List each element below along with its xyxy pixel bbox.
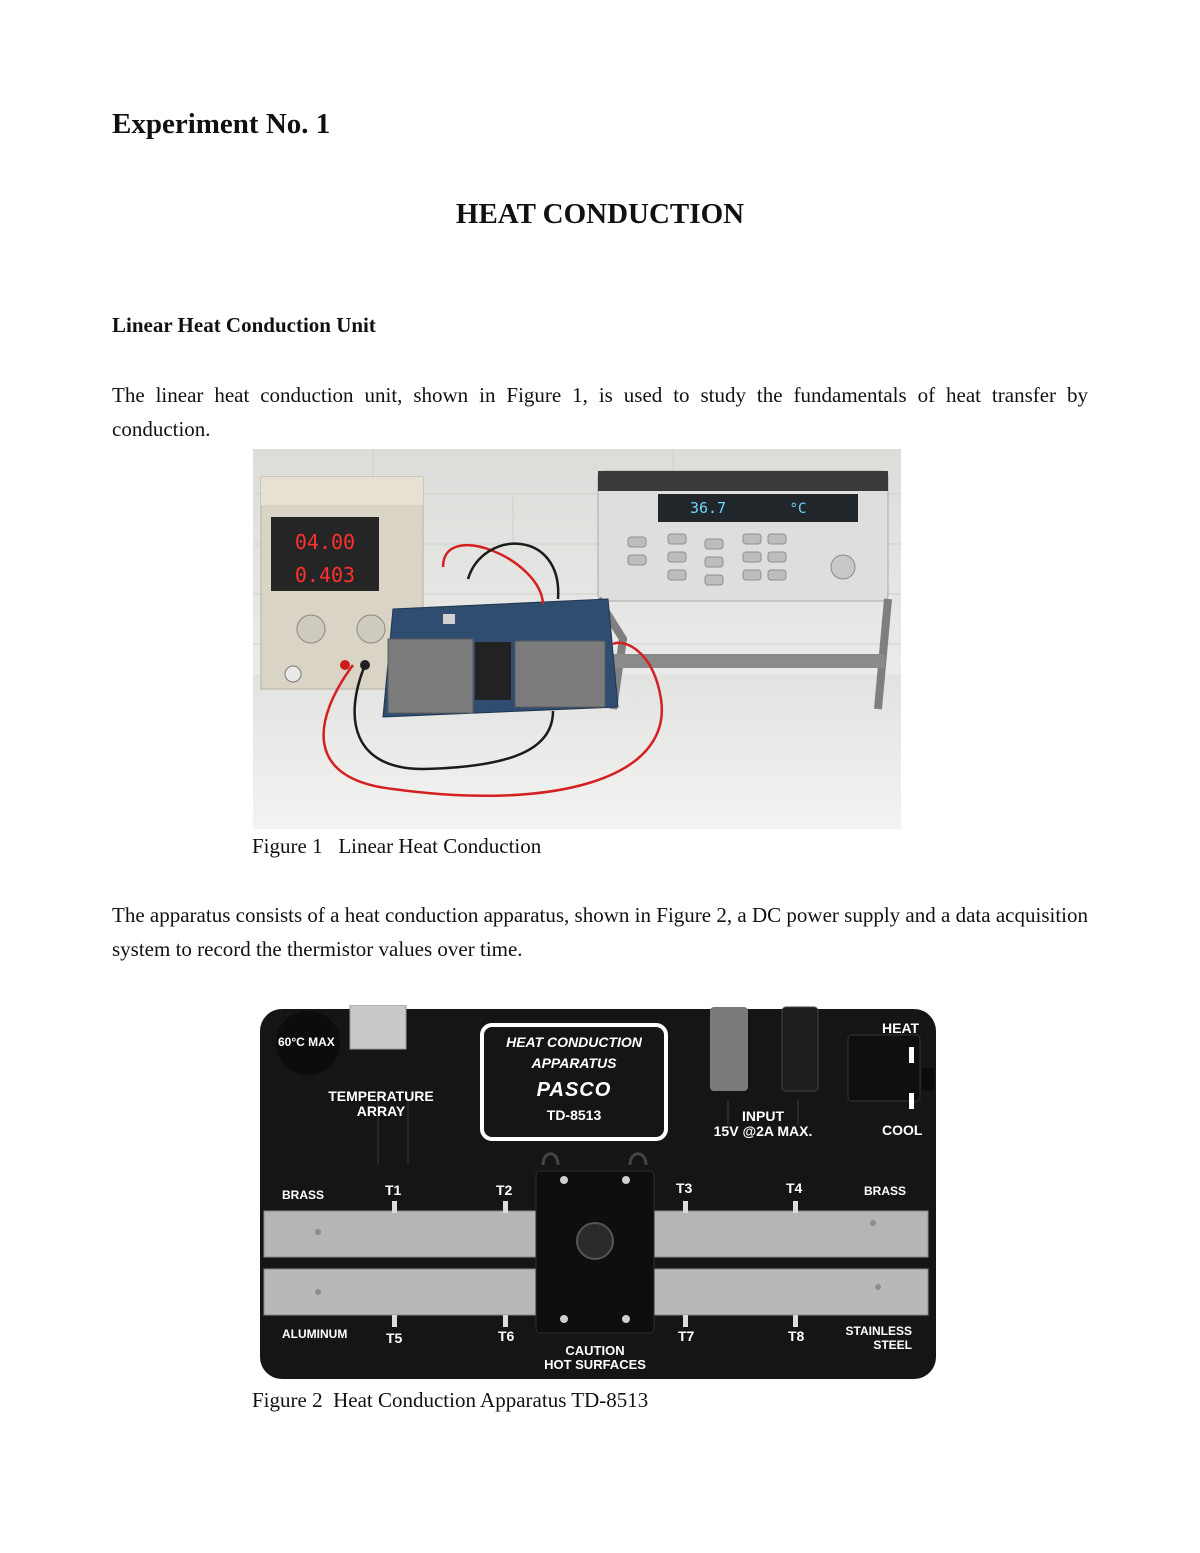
section-heading: Linear Heat Conduction Unit bbox=[112, 313, 376, 337]
page-title: HEAT CONDUCTION bbox=[455, 198, 745, 230]
max-temp-label: 60°C MAX bbox=[278, 1035, 335, 1049]
stainless-label-1: STAINLESS bbox=[845, 1324, 912, 1338]
paragraph-apparatus: The apparatus consists of a heat conduction apparatus, shown in Figure 2, a DC power supply and a data acquisition system to record the thermistor values over time. bbox=[112, 903, 1088, 961]
sensor-t2: T2 bbox=[496, 1182, 513, 1198]
sensor-t3: T3 bbox=[676, 1180, 693, 1196]
sensor-t6: T6 bbox=[498, 1328, 515, 1344]
input-label-1: INPUT bbox=[742, 1108, 784, 1124]
experiment-number: Experiment No. 1 bbox=[112, 108, 331, 140]
sensor-t4: T4 bbox=[786, 1180, 803, 1196]
stainless-label-2: STEEL bbox=[873, 1338, 912, 1352]
brass-label-right: BRASS bbox=[864, 1184, 907, 1198]
temperature-array-label-2: ARRAY bbox=[356, 1103, 406, 1119]
aluminum-label: ALUMINUM bbox=[282, 1327, 348, 1341]
sensor-t5: T5 bbox=[386, 1330, 403, 1346]
psu-current-display: 0.403 bbox=[294, 563, 356, 587]
brass-label-left: BRASS bbox=[282, 1188, 325, 1202]
figure-1-photo bbox=[253, 449, 901, 829]
input-label-2: 15V @2A MAX. bbox=[713, 1123, 813, 1139]
sensor-t1: T1 bbox=[385, 1182, 402, 1198]
figure-2-caption: Figure 2 Heat Conduction Apparatus TD-8513 bbox=[252, 1388, 649, 1412]
paragraph-intro: The linear heat conduction unit, shown in Figure 1, is used to study the fundamentals of heat transfer by conduction. bbox=[112, 383, 1088, 441]
figure-2-apparatus bbox=[258, 1005, 938, 1383]
caution-label-1: CAUTION bbox=[565, 1343, 625, 1358]
sensor-t7: T7 bbox=[678, 1328, 695, 1344]
cool-label: COOL bbox=[882, 1122, 923, 1138]
brand-logo: PASCO bbox=[536, 1079, 612, 1101]
temperature-array-label-1: TEMPERATURE bbox=[328, 1088, 434, 1104]
meter-reading: 36.7 bbox=[689, 499, 727, 517]
meter-unit: °C bbox=[789, 501, 807, 517]
sensor-t8: T8 bbox=[788, 1328, 805, 1344]
model-number: TD-8513 bbox=[546, 1107, 602, 1123]
psu-voltage-display: 04.00 bbox=[294, 530, 356, 554]
figure-1-caption: Figure 1 Linear Heat Conduction bbox=[252, 834, 542, 858]
box-title-line-1: HEAT CONDUCTION bbox=[506, 1034, 642, 1050]
caution-label-2: HOT SURFACES bbox=[544, 1357, 646, 1372]
heat-label: HEAT bbox=[882, 1020, 920, 1036]
box-title-line-2: APPARATUS bbox=[531, 1055, 617, 1071]
